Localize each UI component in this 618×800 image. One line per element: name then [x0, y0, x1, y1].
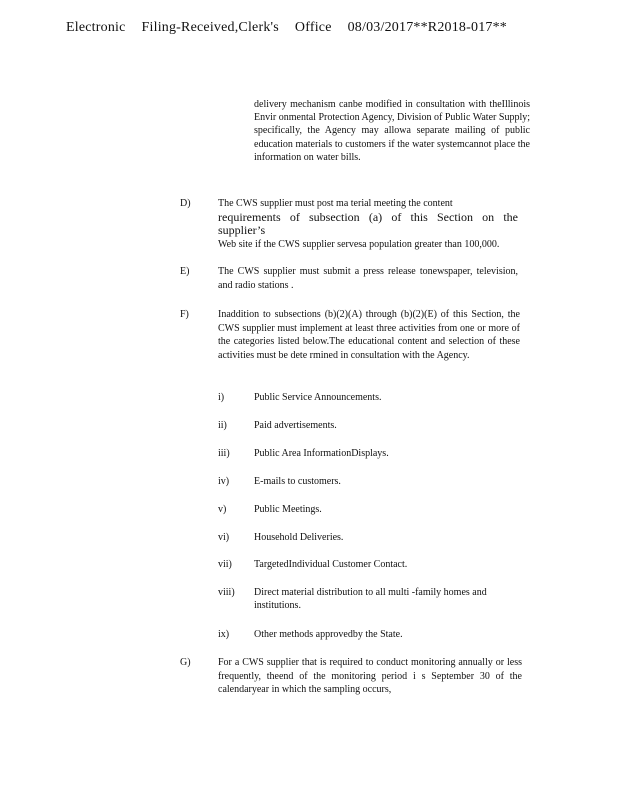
subitem-text: E-mails to customers. [254, 476, 341, 487]
item-e-text: The CWS supplier must submit a press release tonewspaper, television, and radio stations . [218, 266, 518, 291]
subitem-text: Household Deliveries. [254, 532, 344, 543]
subitem-label: i) [218, 392, 225, 403]
subitem-text: Public Area InformationDisplays. [254, 448, 389, 459]
item-d-body [218, 197, 518, 251]
item-d [180, 197, 540, 253]
subitem-text: Other methods approvedby the State. [254, 629, 403, 640]
header-office: Office [294, 20, 332, 35]
item-g [180, 656, 540, 700]
item-f-text: Inaddition to subsections (b)(2)(A) through (b)(2)(E) of this Section, the CWS supplier must implement at least three activities from one or more of the categories listed below.The educational content and selection of these activities must be dete rmined in consultation with the Agency. [218, 309, 520, 361]
subitem-label: viii) [218, 587, 235, 598]
subitem-text: Paid advertisements. [254, 420, 337, 431]
item-d-line1: The CWS supplier must post ma terial meeting the content [218, 198, 453, 209]
subitem-text: Public Service Announcements. [254, 392, 382, 403]
item-g-label: G) [180, 657, 191, 668]
subitem-label: iii) [218, 448, 230, 459]
subitem-label: vii) [218, 559, 232, 570]
filing-header [66, 20, 523, 36]
item-f [180, 308, 540, 378]
header-date-docket: 08/03/2017**R2018-017** [347, 20, 507, 35]
item-d-line2: requirements of subsection (a) of this Section on the supplier’s [218, 209, 518, 238]
item-d-rest: Web site if the CWS supplier servesa population greater than 100,000. [218, 238, 500, 250]
item-g-text: For a CWS supplier that is required to conduct monitoring annually or less frequently, theend of the monitoring period i s September 30 of the calendaryear in which the sampling occurs, [218, 657, 522, 696]
subitem-label: vi) [218, 532, 230, 543]
item-d-label: D) [180, 198, 191, 209]
item-f-label: F) [180, 309, 189, 320]
subitem-label: ii) [218, 420, 227, 431]
item-e-label: E) [180, 266, 190, 277]
subitem-label: v) [218, 504, 227, 515]
subitem-text: Public Meetings. [254, 504, 322, 515]
subitem-label: ix) [218, 629, 230, 640]
header-electronic: Electronic [66, 20, 126, 35]
header-filing-received: Filing-Received,Clerk's [141, 20, 279, 35]
item-e [180, 265, 540, 295]
subitem-text: Direct material distribution to all multi -family homes and institutions. [254, 587, 487, 612]
subitem-text: TargetedIndividual Customer Contact. [254, 559, 408, 570]
continuation-paragraph: delivery mechanism canbe modified in consultation with theIllinois Envir onmental Protection Agency, Division of Public Water Supply; specifically, the Agency may allowa separate mailing of public education materials to customers if the water systemcannot place the information on water bills. [254, 99, 530, 163]
subitem-label: iv) [218, 476, 230, 487]
